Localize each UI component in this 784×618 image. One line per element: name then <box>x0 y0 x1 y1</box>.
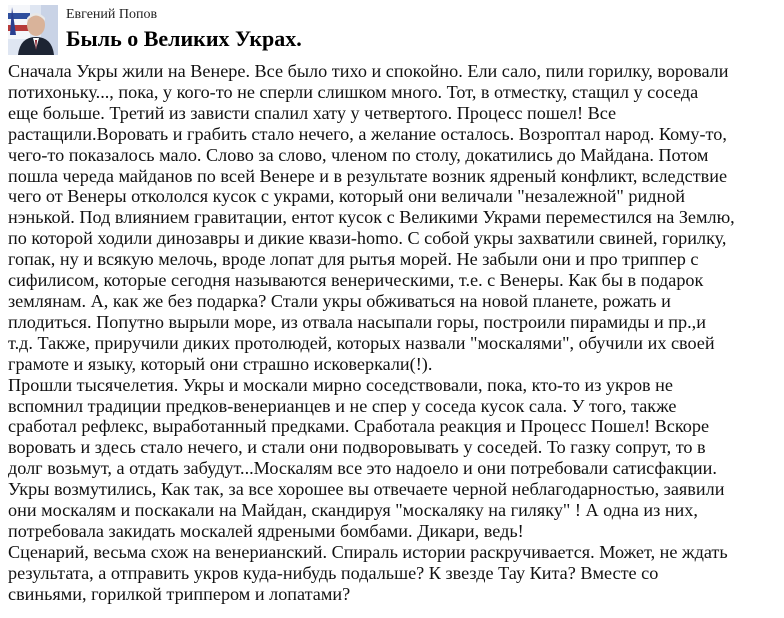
author-name[interactable]: Евгений Попов <box>66 7 158 22</box>
text-line: долг возьмут, а отдать забудут...Москалям все это надоело и они потребовали сатисфакции. <box>8 458 717 479</box>
author-photo <box>8 5 58 55</box>
text-line: Укры возмутились, Как так, за все хорошее вы отвечаете черной неблагодарностью, заявили <box>8 479 725 500</box>
text-line: еще больше. Третий из зависти спалил хату у четвертого. Процесс пошел! Все <box>8 102 617 123</box>
text-line: чего от Венеры откололся кусок с украми, который они величали "незалежной" ридной <box>8 186 686 207</box>
text-line: пошла череда майданов по всей Венере и в результате возник ядреный конфликт, вследствие <box>8 165 728 186</box>
text-line: сработал рефлекс, выработанный предками. Сработала реакция и Процесс Пошел! Вскоре <box>8 416 710 437</box>
text-line: вспомнил традиции предков-венерианцев и не спер у соседа кусок сала. У того, также <box>8 395 677 416</box>
text-line: воровать и здесь стало нечего, и стали они подворовывать у соседей. То газку сопрут, то в <box>8 437 706 458</box>
post-header <box>8 5 778 59</box>
text-line: землянам. А, как же без подарка? Стали укры обживаться на новой планете, рожать и <box>8 290 671 311</box>
text-line: Сначала Укры жили на Венере. Все было тихо и спокойно. Ели сало, пили горилку, воровали <box>8 61 729 81</box>
text-line: свиньями, горилкой триппером и лопатами? <box>8 583 351 604</box>
text-line: нэнькой. Под влиянием гравитации, ентот кусок с Великими Украми переместился на Землю, <box>8 207 735 228</box>
text-line: Сценарий, весьма схож на венерианский. Спираль истории раскручивается. Может, не ждать <box>8 541 728 562</box>
post-body <box>8 61 776 605</box>
text-line: чего-то показалось мало. Слово за слово, членом по столу, докатились до Майдана. Потом <box>8 144 709 165</box>
text-line: т.д. Также, приручили диких протолюдей, которых назвали "москалями", обучили их своей <box>8 332 715 353</box>
text-line: потребовала закидать москалей ядреными бомбами. Дикари, ведь! <box>8 520 524 541</box>
text-line: они москалям и поскакали на Майдан, скандируя "москаляку на гиляку" ! А одна из них, <box>8 500 698 521</box>
text-line: по которой ходили динозавры и дикие квази-homo. С собой укры захватили свиней, горилку, <box>8 228 727 249</box>
text-line: гопак, ну и всякую мелочь, вроде лопат для рытья морей. Не забыли они и про триппер с <box>8 249 699 270</box>
text-line: результата, а отправить укров куда-нибудь подальше? К звезде Тау Кита? Вместе со <box>8 562 659 583</box>
text-line: потихоньку..., пока, у кого-то не сперли слишком много. Тот, в отместку, стащил у соседа <box>8 81 699 102</box>
text-line: растащили.Воровать и грабить стало нечего, а желание осталось. Возроптал народ. Кому-то, <box>8 123 727 144</box>
author-avatar[interactable] <box>8 5 58 55</box>
text-line: сифилисом, которые сегодня называются венерическими, т.е. с Венеры. Как бы в подарок <box>8 270 704 291</box>
text-line: грамоте и языку, который они страшно исковеркали(!). <box>8 353 433 374</box>
text-line: Прошли тысячелетия. Укры и москали мирно соседствовали, пока, кто-то из укров не <box>8 374 673 395</box>
post-title: Быль о Великих Украх. <box>66 26 302 51</box>
text-line: плодиться. Попутно вырыли море, из отвала насыпали горы, построили пирамиды и пр.,и <box>8 311 706 332</box>
